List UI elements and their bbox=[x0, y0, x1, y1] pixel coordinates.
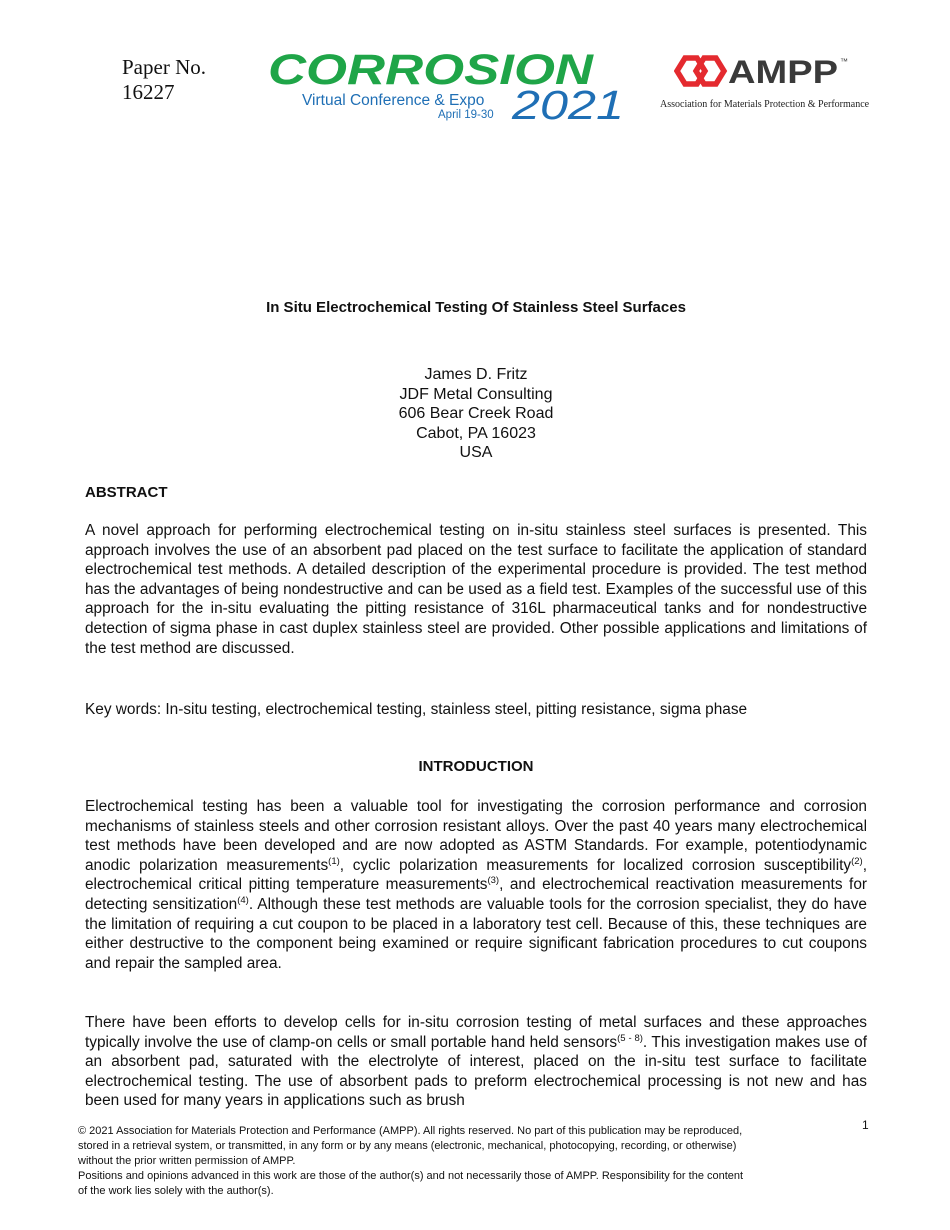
copyright-footer bbox=[78, 1124, 848, 1199]
body-text: . Although these test methods are valuable tools for the corrosion specialist, they do have the limitation of requiring a cut coupon to be placed in a laboratory test cell. Because of this, these techniques are either destructive to the component being examined or require significant fabrication procedures to cut coupons and repair the sampled area. bbox=[85, 895, 867, 972]
author-street: 606 Bear Creek Road bbox=[398, 405, 554, 422]
author-name: James D. Fritz bbox=[424, 366, 528, 383]
conference-name: CORROSION bbox=[268, 48, 595, 94]
conference-year: 2021 bbox=[510, 82, 624, 122]
author-block bbox=[85, 365, 867, 463]
citation-ref: (2) bbox=[851, 855, 863, 867]
citation-ref: (1) bbox=[328, 855, 340, 867]
body-text: Electrochemical testing has been a valuable tool for investigating the corrosion performance and corrosion mechanisms of stainless steels and other corrosion resistant alloys. Over the past 40 years many electrochemical test methods have been developed and are now adopted as ASTM Standards. For example, potentiodynamic anodic polarization measurements bbox=[85, 798, 867, 874]
author-organization: JDF Metal Consulting bbox=[399, 385, 553, 403]
ampp-wordmark: AMPP bbox=[728, 54, 838, 90]
introduction-heading: INTRODUCTION bbox=[418, 758, 534, 775]
body-text: , cyclic polarization measurements for localized corrosion susceptibility bbox=[339, 856, 852, 874]
keywords: Key words: In-situ testing, electrochemical testing, stainless steel, pitting resistance, sigma phase bbox=[85, 701, 748, 718]
paper-number-label: Paper No. bbox=[122, 55, 206, 79]
ampp-tagline: Association for Materials Protection & Performance bbox=[660, 99, 870, 110]
citation-ref: (4) bbox=[237, 894, 249, 906]
paper-number-value: 16227 bbox=[122, 80, 175, 104]
body-text: , and electrochemical reactivation measurements for detecting sensitization bbox=[85, 876, 867, 913]
footer-line: © 2021 Association for Materials Protection and Performance (AMPP). All rights reserved. No part of this publication may be reproduced, bbox=[78, 1125, 743, 1137]
author-country: USA bbox=[459, 444, 493, 461]
conference-dates: April 19-30 bbox=[438, 109, 494, 121]
paper-number bbox=[122, 55, 206, 105]
footer-line: of the work lies solely with the author(s). bbox=[78, 1185, 274, 1197]
abstract-heading: ABSTRACT bbox=[85, 484, 168, 501]
citation-ref: (5 - 8) bbox=[617, 1032, 643, 1044]
conference-subtitle: Virtual Conference & Expo bbox=[302, 92, 485, 109]
paper-title: In Situ Electrochemical Testing Of Stainless Steel Surfaces bbox=[266, 299, 686, 316]
page-number: 1 bbox=[862, 1118, 869, 1132]
body-text: . This investigation makes use of an absorbent pad, saturated with the electrolyte of interest, placed on the in-situ test surface to facilitate electrochemical testing. The use of absorbent pads to preform electrochemical processing is not new and has been used for many years in applications such as brush bbox=[85, 1033, 867, 1110]
introduction-paragraph-1 bbox=[85, 797, 867, 973]
ampp-emblem-icon bbox=[677, 58, 724, 84]
body-text: , electrochemical critical pitting temperature measurements bbox=[85, 856, 867, 894]
citation-ref: (3) bbox=[487, 875, 500, 887]
author-city: Cabot, PA 16023 bbox=[416, 424, 536, 442]
introduction-paragraph-2 bbox=[85, 1013, 867, 1111]
ampp-trademark: ™ bbox=[840, 57, 848, 66]
abstract-body: A novel approach for performing electrochemical testing on in-situ stainless steel surfaces is presented. This approach involves the use of an absorbent pad placed on the test surface to facilitate the application of standard electrochemical test methods. A detailed description of the experimental procedure is provided. The test method has the advantages of being nondestructive and can be used as a field test. Examples of the successful use of this approach for the in-situ evaluating the pitting resistance of 316L pharmaceutical tanks and for nondestructive detection of sigma phase in cast duplex stainless steel are provided. Other possible applications and limitations of the test method are discussed. bbox=[85, 522, 867, 657]
footer-line: Positions and opinions advanced in this work are those of the author(s) and not necessarily those of AMPP. Responsibility for the content bbox=[78, 1170, 744, 1182]
corrosion-conference-logo bbox=[268, 48, 628, 122]
footer-line: stored in a retrieval system, or transmitted, in any form or by any means (electronic, mechanical, photocopying, recording, or otherwise) bbox=[78, 1140, 737, 1152]
footer-line: without the prior written permission of AMPP. bbox=[78, 1155, 296, 1167]
body-text: There have been efforts to develop cells for in-situ corrosion testing of metal surfaces and these approaches typically involve the use of clamp-on cells or small portable hand held sensors bbox=[85, 1014, 867, 1051]
